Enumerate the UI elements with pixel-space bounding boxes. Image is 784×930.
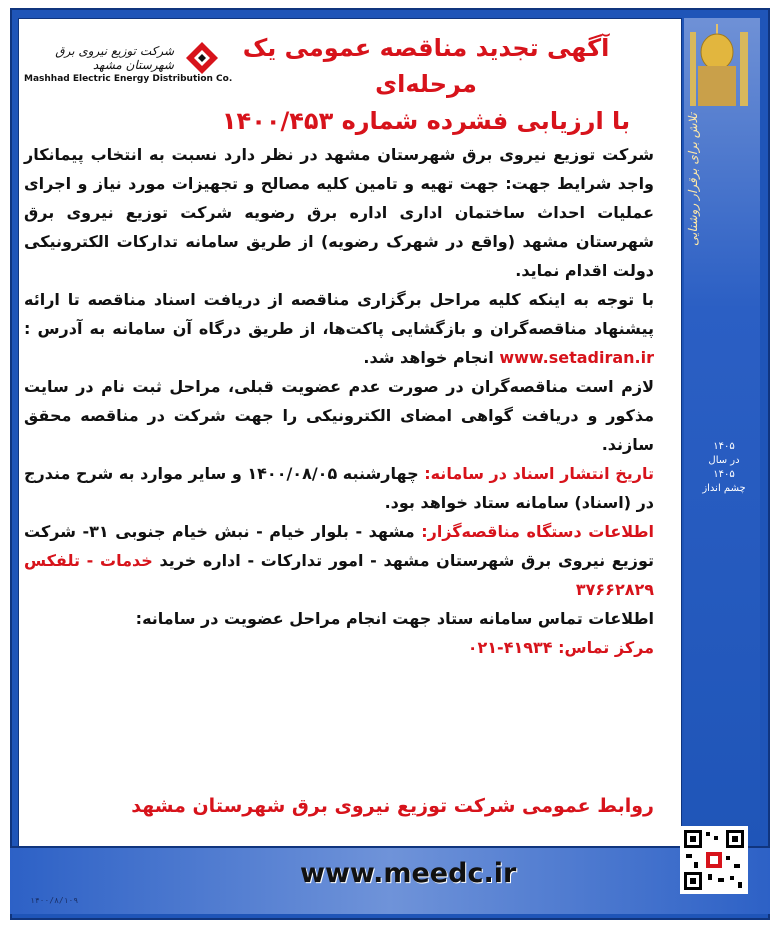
vision-year-sub: در سال: [708, 455, 740, 466]
paragraph-call-center: [24, 633, 654, 662]
company-name-fa: شرکت توزیع نیروی برق شهرستان مشهد: [55, 44, 174, 72]
contractor-fax: خدمات - تلفکس ۳۷۶۶۲۸۲۹: [24, 551, 654, 599]
side-slogan: تلاش برای برقرار روشنایی: [686, 113, 700, 247]
footer-website-link[interactable]: www.meedc.ir: [300, 858, 517, 889]
paragraph-procedure: [24, 285, 654, 372]
vision-year-2: ۱۴۰۵: [713, 469, 735, 480]
vision-year-badge: [690, 440, 758, 540]
ad-title: [216, 30, 636, 140]
call-center-label: مرکز تماس:: [558, 638, 654, 657]
shrine-dome-icon: [686, 22, 758, 112]
ad-code: ۱۴۰۰/۸/۱۰۹: [30, 896, 79, 905]
publish-date-label: تاریخ انتشار اسناد در سامانه:: [424, 464, 655, 483]
title-line-1: آگهی تجدید مناقصه عمومی یک مرحله‌ای: [242, 34, 610, 98]
contractor-info-label: اطلاعات دستگاه مناقصه‌گزار:: [421, 522, 654, 541]
vision-label: چشم انداز: [702, 483, 746, 494]
qr-code-icon[interactable]: [680, 826, 748, 894]
ad-body: [24, 140, 654, 662]
vision-year: ۱۴۰۵: [713, 441, 735, 452]
title-line-2: با ارزیابی فشرده شماره ۱۴۰۰/۴۵۳: [221, 107, 631, 135]
paragraph-contractor-info: [24, 517, 654, 604]
paragraph-registration: لازم است مناقصه‌گران در صورت عدم عضویت قبلی، مراحل ثبت نام در سایت مذکور و دریافت گواهی امضای الکترونیکی را جهت شرکت در مناقصه محقق سازند.: [24, 377, 654, 454]
paragraph-publish-date: [24, 459, 654, 517]
call-center-phone: ۴۱۹۳۴-۰۲۱: [467, 638, 553, 657]
publish-date-text: چهارشنبه ۱۴۰۰/۰۸/۰۵ و سایر موارد به شرح مندرج در (اسناد) سامانه ستاد خواهد بود.: [24, 464, 654, 512]
company-logo-icon: [184, 40, 220, 76]
company-name-en: Mashhad Electric Energy Distribution Co.: [24, 74, 233, 84]
procedure-end: انجام خواهد شد.: [363, 348, 494, 367]
paragraph-intro: شرکت توزیع نیروی برق شهرستان مشهد در نظر دارد نسبت به انتخاب پیمانکار واجد شرایط جهت: جهت تهیه و تامین کلیه مصالح و تجهیزات مورد نیاز و اجرای عملیات احداث ساختمان اداری اداره برق رضویه شرکت توزیع نیروی برق شهرستان مشهد (واقع در شهرک رضویه) از طریق سامانه تدارکات الکترونیکی دولت اقدام نماید.: [24, 145, 654, 280]
setadiran-link[interactable]: www.setadiran.ir: [499, 348, 654, 367]
paragraph-contact-info: اطلاعات تماس سامانه ستاد جهت انجام مراحل عضویت در سامانه:: [135, 609, 654, 628]
company-logo: [24, 40, 233, 100]
procedure-text: با توجه به اینکه کلیه مراحل برگزاری مناقصه از دریافت اسناد مناقصه تا ارائه پیشنهاد مناقصه‌گران و بازگشایی پاکت‌ها، از طریق درگاه آن سامانه به آدرس :: [24, 290, 654, 338]
contractor-info-text: مشهد - بلوار خیام - نبش خیام جنوبی ۳۱- شرکت توزیع نیروی برق شهرستان مشهد - امور تدارکات - اداره خرید: [24, 522, 654, 570]
public-relations-signature: روابط عمومی شرکت توزیع نیروی برق شهرستان مشهد: [131, 795, 654, 817]
